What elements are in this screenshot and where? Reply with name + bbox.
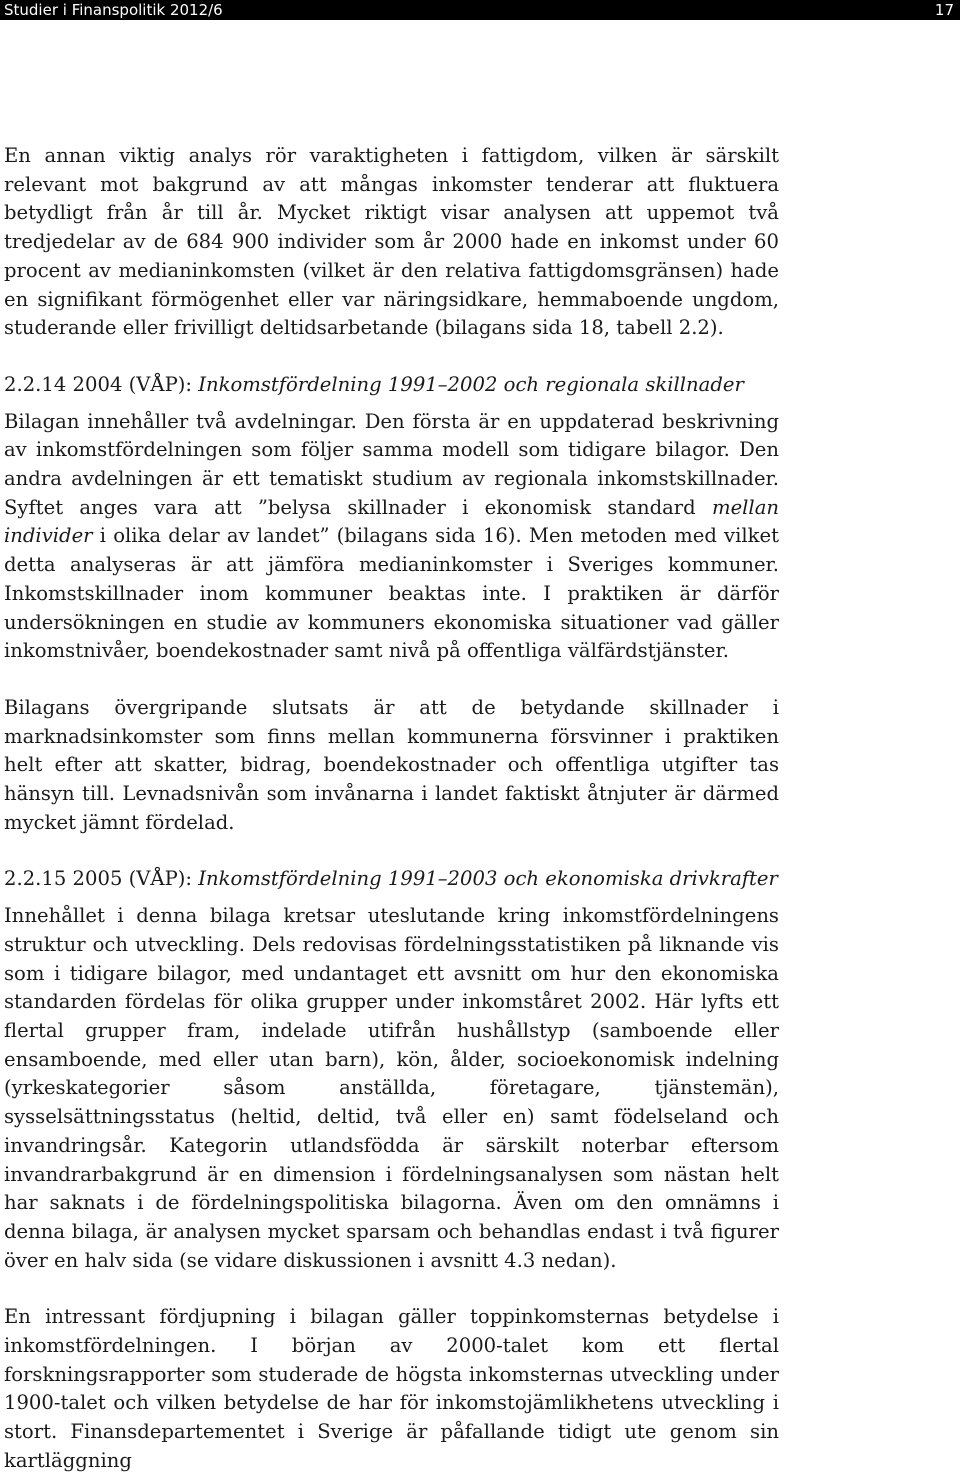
section-title: Inkomstfördelning 1991–2002 och regionala skillnader (198, 372, 744, 396)
section-heading-2-2-14 (4, 371, 779, 400)
paragraph-text: i olika delar av landet” (bilagans sida 16). Men metoden med vilket detta analyseras är att jämföra medianinkomster i Sveriges kommuner. Inkomstskillnader inom kommuner beaktas inte. I praktiken är därför undersökningen en studie av kommuners ekonomiska situationer vad gäller inkomstnivåer, boendekostnader samt nivå på offentliga välfärdstjänster. (4, 524, 779, 663)
section-number: 2.2.15 2005 (VÅP): (4, 867, 193, 891)
document-body (4, 142, 779, 1476)
section-title: Inkomstfördelning 1991–2003 och ekonomiska drivkrafter (198, 867, 778, 891)
header-title: Studier i Finanspolitik 2012/6 (4, 1, 223, 19)
emphasis-text: mellan individer (4, 495, 779, 548)
page-number: 17 (934, 1, 954, 19)
paragraph-poverty-persistence: En annan viktig analys rör varaktigheten i fattigdom, vilken är särskilt relevant mot bakgrund av att mångas inkomster tenderar att fluktuera betydligt från år till år. Mycket riktigt visar analysen att uppemot två tredjedelar av de 684 900 individer som år 2000 hade en inkomst under 60 procent av medianinkomsten (vilket är den relativa fattigdomsgränsen) hade en signifikant förmögenhet eller var näringsidkare, hemmaboende ungdom, studerande eller frivilligt deltidsarbetande (bilagans sida 18, tabell 2.2). (4, 144, 779, 340)
paragraph-conclusion: Bilagans övergripande slutsats är att de betydande skillnader i marknadsinkomster som finns mellan kommunerna försvinner i praktiken helt efter att skatter, bidrag, boendekostnader och offentliga utgifter tas hänsyn till. Levnadsnivån som invånarna i landet faktiskt åtnjuter är därmed mycket jämnt fördelad. (4, 695, 779, 834)
running-header (0, 0, 960, 20)
paragraph-regional-differences (4, 408, 779, 666)
paragraph-text: Bilagan innehåller två avdelningar. Den första är en uppdaterad beskrivning av inkomstfördelningen som följer samma modell som tidigare bilagor. Den andra avdelningen är ett tematiskt studium av regionala inkomstskillnader. Syftet anges vara att ”belysa skillnader i ekonomisk standard (4, 409, 779, 519)
paragraph-income-structure: Innehållet i denna bilaga kretsar uteslutande kring inkomstfördelningens struktur och utveckling. Dels redovisas fördelningsstatistiken på liknande vis som i tidigare bilagor, med undantaget ett avsnitt om hur den ekonomiska standarden fördelas för olika grupper under inkomståret 2002. Här lyfts ett flertal grupper fram, indelade utifrån hushållstyp (samboende eller ensamboende, med eller utan barn), kön, ålder, socioekonomisk indelning (yrkeskategorier såsom anställda, företagare, tjänstemän), sysselsättningsstatus (heltid, deltid, två eller en) samt födelseland och invandringsår. Kategorin utlandsfödda är särskilt noterbar eftersom invandrarbakgrund är en dimension i fördelningsanalysen som nästan helt har saknats i de fördelningspolitiska bilagorna. Även om den omnämns i denna bilaga, är analysen mycket sparsam och behandlas endast i två figurer över en halv sida (se vidare diskussionen i avsnitt 4.3 nedan). (4, 904, 779, 1272)
paragraph-top-incomes: En intressant fördjupning i bilagan gäller toppinkomsternas betydelse i inkomstfördelningen. I början av 2000-talet kom ett flertal forskningsrapporter som studerade de högsta inkomsternas utveckling under 1900-talet och vilken betydelse de har för inkomstojämlikhetens utveckling i stort. Finansdepartementet i Sverige är påfallande tidigt ute genom sin kartläggning (4, 1305, 779, 1472)
section-number: 2.2.14 2004 (VÅP): (4, 372, 193, 396)
section-heading-2-2-15 (4, 865, 779, 894)
